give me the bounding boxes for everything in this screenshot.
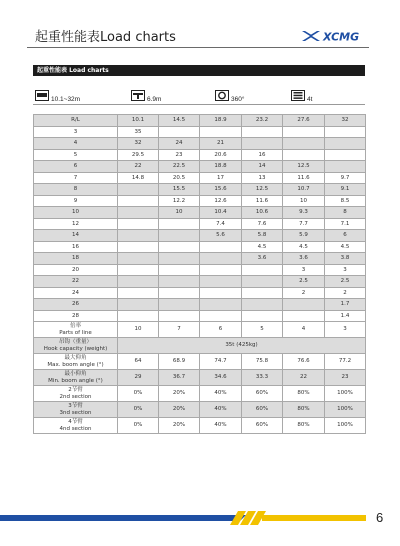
load-cell: 7.7	[283, 218, 325, 230]
load-cell	[325, 149, 366, 161]
min-boom-angle-value: 33.3	[242, 370, 283, 386]
table-row	[34, 264, 366, 276]
load-cell	[325, 138, 366, 150]
load-cell: 17	[200, 172, 242, 184]
load-cell: 12.5	[283, 161, 325, 173]
parts-of-line-value: 5	[242, 322, 283, 338]
radius-cell: 9	[34, 195, 118, 207]
label-en: Parts of line	[59, 329, 92, 336]
load-cell: 3	[283, 264, 325, 276]
max-boom-angle-row	[34, 354, 366, 370]
slewing-icon	[215, 90, 229, 101]
boom-length-icon	[35, 90, 49, 101]
load-cell	[283, 126, 325, 138]
section-extension-value: 60%	[242, 418, 283, 434]
header-boom-length: 18.9	[200, 115, 242, 127]
table-row	[34, 172, 366, 184]
radius-cell: 5	[34, 149, 118, 161]
section-extension-value: 40%	[200, 402, 242, 418]
radius-cell: 7	[34, 172, 118, 184]
radius-cell: 18	[34, 253, 118, 265]
section-extension-value: 100%	[325, 402, 366, 418]
load-cell: 2	[325, 287, 366, 299]
load-cell	[242, 310, 283, 322]
table-row	[34, 184, 366, 196]
load-cell	[283, 299, 325, 311]
table-row	[34, 218, 366, 230]
parts-of-line-row	[34, 322, 366, 338]
table-row	[34, 310, 366, 322]
load-cell	[118, 195, 159, 207]
load-cell: 18.8	[200, 161, 242, 173]
load-cell	[118, 264, 159, 276]
load-cell	[283, 149, 325, 161]
hook-capacity-row	[34, 338, 366, 354]
header-radius-length: R/L	[34, 115, 118, 127]
load-cell	[118, 241, 159, 253]
table-row	[34, 287, 366, 299]
max-boom-angle-value: 74.7	[200, 354, 242, 370]
table-row	[34, 138, 366, 150]
load-cell	[200, 241, 242, 253]
load-cell: 21	[200, 138, 242, 150]
load-cell	[118, 299, 159, 311]
header-boom-length: 14.5	[159, 115, 200, 127]
load-cell: 1.4	[325, 310, 366, 322]
load-chart-table	[33, 114, 366, 434]
load-cell	[159, 253, 200, 265]
label-en: 4nd section	[59, 425, 92, 432]
max-boom-angle-value: 77.2	[325, 354, 366, 370]
max-boom-angle-value: 75.8	[242, 354, 283, 370]
section-row	[34, 386, 366, 402]
table-row	[34, 149, 366, 161]
load-cell: 9.3	[283, 207, 325, 219]
radius-cell: 20	[34, 264, 118, 276]
load-cell: 6	[325, 230, 366, 242]
label-en: Min. boom angle (°)	[48, 377, 103, 384]
section-extension-value: 0%	[118, 386, 159, 402]
load-cell	[200, 287, 242, 299]
header-boom-length: 10.1	[118, 115, 159, 127]
load-cell: 4.5	[325, 241, 366, 253]
load-cell	[200, 264, 242, 276]
load-cell	[118, 184, 159, 196]
xcmg-logo	[300, 29, 370, 43]
load-cell	[159, 276, 200, 288]
load-cell	[242, 299, 283, 311]
load-cell: 10	[283, 195, 325, 207]
section-extension-value: 20%	[159, 418, 200, 434]
label-en: 3nd section	[59, 409, 92, 416]
load-cell	[283, 138, 325, 150]
table-row	[34, 126, 366, 138]
min-boom-angle-row-label	[34, 370, 118, 386]
radius-cell: 16	[34, 241, 118, 253]
load-cell: 15.5	[159, 184, 200, 196]
section-extension-value: 60%	[242, 386, 283, 402]
parts-of-line-value: 6	[200, 322, 242, 338]
parts-of-line-value: 7	[159, 322, 200, 338]
label-cn: 4节臂	[68, 419, 83, 426]
load-cell: 11.6	[283, 172, 325, 184]
spec-slewing	[215, 85, 244, 105]
load-cell: 10.4	[200, 207, 242, 219]
counterweight-icon	[291, 90, 305, 101]
section-extension-value: 40%	[200, 386, 242, 402]
section-extension-value: 80%	[283, 418, 325, 434]
radius-cell: 4	[34, 138, 118, 150]
table-row	[34, 195, 366, 207]
load-cell	[200, 126, 242, 138]
section-extension-value: 20%	[159, 402, 200, 418]
label-en: 2nd section	[59, 393, 92, 400]
table-row	[34, 276, 366, 288]
parts-of-line-value: 3	[325, 322, 366, 338]
load-cell	[242, 138, 283, 150]
section-row-label	[34, 402, 118, 418]
load-cell	[242, 287, 283, 299]
load-cell	[118, 310, 159, 322]
load-cell: 5.8	[242, 230, 283, 242]
header-boom-length: 27.6	[283, 115, 325, 127]
radius-cell: 12	[34, 218, 118, 230]
spec-row	[33, 85, 365, 105]
load-cell: 10.6	[242, 207, 283, 219]
spec-counterweight	[291, 85, 312, 105]
load-cell: 3.6	[242, 253, 283, 265]
title-divider	[27, 47, 369, 48]
load-cell	[159, 230, 200, 242]
parts-of-line-value: 4	[283, 322, 325, 338]
load-cell: 12.5	[242, 184, 283, 196]
load-cell	[159, 218, 200, 230]
load-cell: 35	[118, 126, 159, 138]
radius-cell: 8	[34, 184, 118, 196]
section-extension-value: 100%	[325, 418, 366, 434]
load-cell	[200, 276, 242, 288]
table-row	[34, 161, 366, 173]
load-cell	[159, 264, 200, 276]
max-boom-angle-value: 76.6	[283, 354, 325, 370]
radius-cell: 10	[34, 207, 118, 219]
section-row	[34, 402, 366, 418]
load-cell: 4.5	[283, 241, 325, 253]
load-cell: 2.5	[325, 276, 366, 288]
load-cell: 12.2	[159, 195, 200, 207]
radius-cell: 22	[34, 276, 118, 288]
hook-capacity-value: 35t (425kg)	[118, 338, 366, 354]
load-cell: 1.7	[325, 299, 366, 311]
radius-cell: 14	[34, 230, 118, 242]
load-cell	[159, 126, 200, 138]
load-cell	[283, 310, 325, 322]
max-boom-angle-row-label	[34, 354, 118, 370]
max-boom-angle-value: 64	[118, 354, 159, 370]
load-cell	[159, 310, 200, 322]
max-boom-angle-value: 68.9	[159, 354, 200, 370]
label-cn: 吊钩（重量）	[58, 339, 92, 346]
outrigger-span-icon	[131, 90, 145, 101]
load-cell	[200, 310, 242, 322]
parts-of-line-row-label	[34, 322, 118, 338]
load-cell	[200, 299, 242, 311]
section-row-label	[34, 418, 118, 434]
load-cell: 29.5	[118, 149, 159, 161]
footer-stripe	[0, 511, 400, 525]
load-cell: 20.6	[200, 149, 242, 161]
header-boom-length: 32	[325, 115, 366, 127]
load-cell	[242, 276, 283, 288]
load-cell: 15.6	[200, 184, 242, 196]
spec-boom-length-text: 10.1~32m	[51, 95, 81, 103]
load-cell: 16	[242, 149, 283, 161]
load-cell	[325, 126, 366, 138]
load-cell: 9.7	[325, 172, 366, 184]
load-cell: 2.5	[283, 276, 325, 288]
label-cn: 最大仰角	[64, 355, 87, 362]
load-cell	[325, 161, 366, 173]
load-cell: 11.6	[242, 195, 283, 207]
load-cell: 7.1	[325, 218, 366, 230]
spec-divider	[33, 104, 365, 105]
load-cell: 9.1	[325, 184, 366, 196]
section-row-label	[34, 386, 118, 402]
section-extension-value: 60%	[242, 402, 283, 418]
min-boom-angle-value: 29	[118, 370, 159, 386]
load-cell	[159, 287, 200, 299]
load-cell: 12.6	[200, 195, 242, 207]
load-cell: 2	[283, 287, 325, 299]
load-cell	[118, 253, 159, 265]
load-cell: 14.8	[118, 172, 159, 184]
load-cell: 3.6	[283, 253, 325, 265]
radius-cell: 3	[34, 126, 118, 138]
load-cell: 10.7	[283, 184, 325, 196]
page-title: 起重性能表Load charts	[35, 30, 176, 45]
min-boom-angle-value: 22	[283, 370, 325, 386]
load-cell: 23	[159, 149, 200, 161]
load-cell: 32	[118, 138, 159, 150]
label-cn: 2节臂	[68, 387, 83, 394]
load-cell: 5.9	[283, 230, 325, 242]
min-boom-angle-value: 23	[325, 370, 366, 386]
hook-capacity-row-label	[34, 338, 118, 354]
page-number: 6	[376, 510, 384, 525]
table-row	[34, 299, 366, 311]
spec-counterweight-text: 4t	[307, 95, 313, 103]
load-cell	[118, 218, 159, 230]
load-cell: 8	[325, 207, 366, 219]
section-header: 起重性能表 Load charts	[33, 65, 365, 76]
section-extension-value: 80%	[283, 386, 325, 402]
load-cell: 10	[159, 207, 200, 219]
load-cell: 5.6	[200, 230, 242, 242]
load-cell: 3	[325, 264, 366, 276]
section-extension-value: 20%	[159, 386, 200, 402]
radius-cell: 24	[34, 287, 118, 299]
table-header-row	[34, 115, 366, 127]
section-extension-value: 40%	[200, 418, 242, 434]
load-cell	[242, 264, 283, 276]
load-cell: 7.6	[242, 218, 283, 230]
label-en: Max. boom angle (°)	[47, 361, 104, 368]
section-extension-value: 100%	[325, 386, 366, 402]
spec-outrigger-span-text: 6.9m	[147, 95, 162, 103]
label-cn: 倍率	[69, 323, 81, 330]
load-cell: 24	[159, 138, 200, 150]
logo-text: XCMG	[323, 30, 360, 43]
load-cell: 20.5	[159, 172, 200, 184]
load-cell: 22.5	[159, 161, 200, 173]
section-row	[34, 418, 366, 434]
load-cell	[118, 276, 159, 288]
spec-slewing-text: 360°	[231, 95, 245, 103]
label-cn: 最小仰角	[64, 371, 87, 378]
load-cell	[159, 241, 200, 253]
table-row	[34, 207, 366, 219]
load-cell: 7.4	[200, 218, 242, 230]
load-cell	[159, 299, 200, 311]
load-cell: 4.5	[242, 241, 283, 253]
load-cell: 14	[242, 161, 283, 173]
table-row	[34, 241, 366, 253]
load-cell	[242, 126, 283, 138]
min-boom-angle-row	[34, 370, 366, 386]
section-extension-value: 0%	[118, 402, 159, 418]
label-en: Hook capacity (weight)	[43, 345, 108, 352]
spec-outrigger-span	[131, 85, 161, 105]
load-cell	[118, 287, 159, 299]
load-cell: 13	[242, 172, 283, 184]
load-cell	[118, 230, 159, 242]
radius-cell: 26	[34, 299, 118, 311]
load-cell: 22	[118, 161, 159, 173]
label-cn: 3节臂	[68, 403, 83, 410]
load-cell: 3.8	[325, 253, 366, 265]
load-cell: 8.5	[325, 195, 366, 207]
min-boom-angle-value: 34.6	[200, 370, 242, 386]
spec-boom-length	[35, 85, 80, 105]
section-extension-value: 0%	[118, 418, 159, 434]
radius-cell: 6	[34, 161, 118, 173]
table-row	[34, 253, 366, 265]
table-row	[34, 230, 366, 242]
header-boom-length: 23.2	[242, 115, 283, 127]
parts-of-line-value: 10	[118, 322, 159, 338]
load-cell	[200, 253, 242, 265]
section-extension-value: 80%	[283, 402, 325, 418]
radius-cell: 28	[34, 310, 118, 322]
load-cell	[118, 207, 159, 219]
min-boom-angle-value: 36.7	[159, 370, 200, 386]
